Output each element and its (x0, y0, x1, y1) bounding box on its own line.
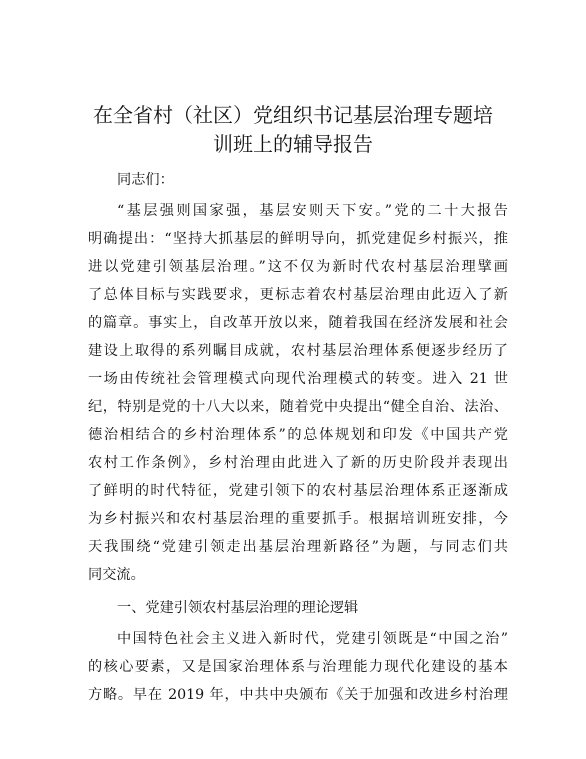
title-line-1: 在全省村（社区）党组织书记基层治理专题培 (93, 103, 493, 127)
document-title (40, 101, 546, 159)
title-line-2: 训班上的辅导报告 (213, 132, 373, 156)
paragraph-line: 农村工作条例》，乡村治理由此进入了新的历史阶段并表现出 (88, 455, 508, 471)
paragraph-line: 一场由传统社会管理模式向现代治理模式的转变。进入 21 世 (88, 371, 508, 387)
salutation: 同志们： (117, 172, 174, 188)
paragraph-line: 德治相结合的乡村治理体系”的总体规划和印发《中国共产党 (88, 427, 508, 443)
paragraph-line: “基层强则国家强，基层安则天下安。”党的二十大报告 (117, 203, 508, 219)
paragraph-line: 的核心要素，又是国家治理体系与治理能力现代化建设的基本 (88, 659, 508, 675)
paragraph-line: 中国特色社会主义进入新时代，党建引领既是“中国之治” (117, 631, 508, 647)
paragraph-line: 为乡村振兴和农村基层治理的重要抓手。根据培训班安排，今 (88, 511, 508, 527)
paragraph-line: 建设上取得的系列瞩目成就，农村基层治理体系便逐步经历了 (88, 343, 508, 359)
section-heading: 一、党建引领农村基层治理的理论逻辑 (117, 600, 359, 616)
paragraph-line: 进以党建引领基层治理。”这不仅为新时代农村基层治理擘画 (88, 259, 508, 275)
paragraph-line: 了鲜明的时代特征，党建引领下的农村基层治理体系正逐渐成 (88, 483, 508, 499)
paragraph-line: 的篇章。事实上，自改革开放以来，随着我国在经济发展和社会 (88, 315, 508, 331)
paragraph-line: 明确提出：“坚持大抓基层的鲜明导向，抓党建促乡村振兴，推 (88, 231, 508, 247)
paragraph-line: 方略。早在 2019 年，中共中央颁布《关于加强和改进乡村治理 (88, 687, 508, 703)
paragraph-line: 了总体目标与实践要求，更标志着农村基层治理由此迈入了新 (88, 287, 508, 303)
paragraph-line: 纪，特别是党的十八大以来，随着党中央提出“健全自治、法治、 (88, 399, 508, 415)
paragraph-line: 天我围绕“党建引领走出基层治理新路径”为题，与同志们共 (88, 539, 508, 555)
paragraph-line: 同交流。 (88, 567, 145, 583)
